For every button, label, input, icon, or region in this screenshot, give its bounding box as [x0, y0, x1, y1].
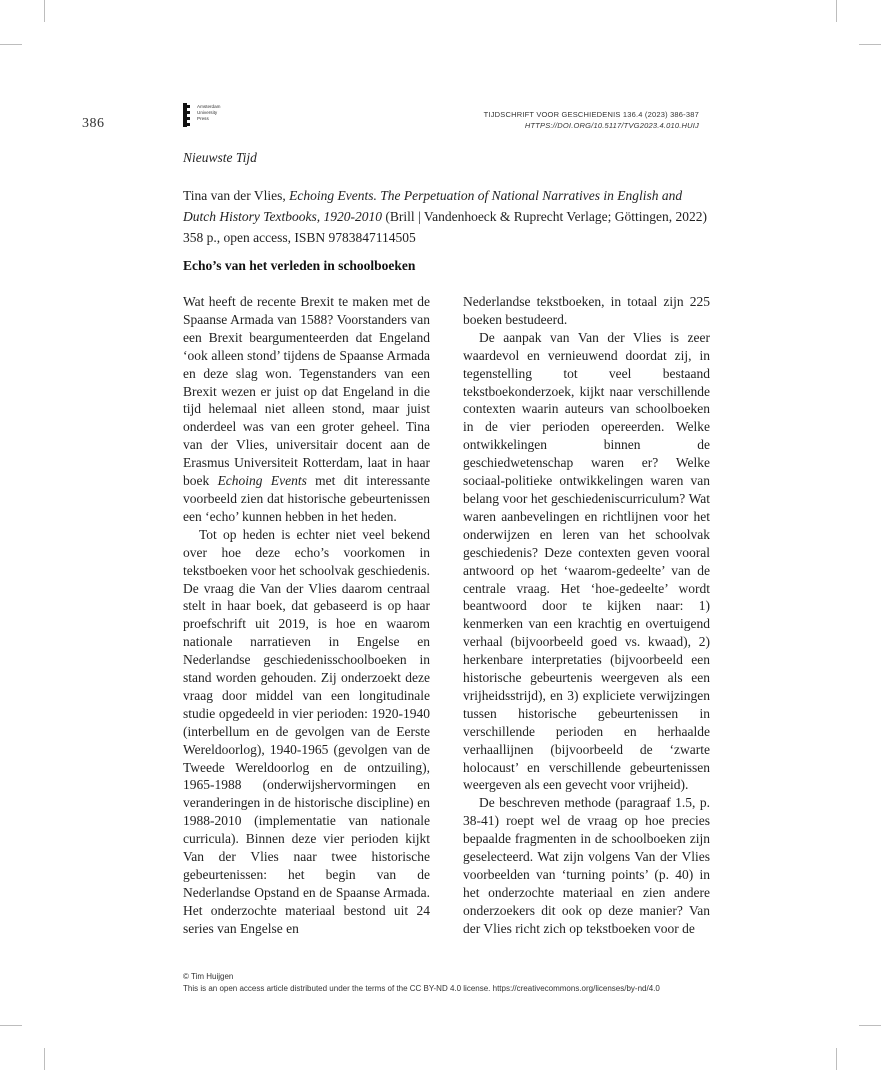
- crop-mark: [44, 1048, 45, 1070]
- book-title: Echoing Events. The Perpetuation of National Narratives in English and Dutch History Textbooks, 1920-2010: [183, 188, 683, 224]
- paragraph: Nederlandse tekstboeken, in totaal zijn 225 boeken bestudeerd.: [463, 294, 710, 327]
- logo-mark: [187, 111, 190, 114]
- paragraph-text: Wat heeft de recente Brexit te maken met de Spaanse Armada van 1588? Voorstanders van een Brexit beargumenteerden dat Engeland ‘ook alleen stond’ tijdens de Spaanse Armada en deze slag won. Tegenstanders van een Brexit wezen er juist op dat Engeland in die tijd helemaal niet alleen stond, maar juist onderdeel was van een groter geheel. Tina van der Vlies, universitair docent aan de Erasmus Universiteit Rotterdam, laat in haar boek: [183, 294, 430, 489]
- publisher-line: Amsterdam: [197, 104, 221, 109]
- crop-mark: [0, 1025, 22, 1026]
- footer: [183, 971, 660, 995]
- crop-mark: [0, 44, 22, 45]
- paragraph: [183, 293, 430, 526]
- section-heading: Nieuwste Tijd: [183, 150, 257, 165]
- crop-mark: [836, 1048, 837, 1070]
- crop-mark: [836, 0, 837, 22]
- text-column-right: [463, 293, 710, 938]
- book-citation: [183, 185, 710, 248]
- doi-link[interactable]: HTTPS://DOI.ORG/10.5117/TVG2023.4.010.HUIJ: [524, 121, 699, 130]
- crop-mark: [859, 44, 881, 45]
- paragraph: De beschreven methode (paragraaf 1.5, p. 38-41) roept wel de vraag op hoe precies bepaalde fragmenten in de schoolboeken zijn geselecteerd. Wat zijn volgens Van der Vlies voorbeelden van ‘turning points’ (p. 40) in het onderzochte materiaal en zien andere onderzoekers dit ook op deze manier? Van der Vlies richt zich op tekstboeken voor de: [463, 795, 710, 936]
- publisher-line: University: [197, 110, 218, 115]
- page-number: 386: [82, 116, 105, 131]
- crop-mark: [859, 1025, 881, 1026]
- review-title: Echo’s van het verleden in schoolboeken: [183, 258, 416, 273]
- logo-mark: [187, 123, 190, 126]
- license-notice[interactable]: This is an open access article distributed under the terms of the CC BY-ND 4.0 license. https://creativecommons.org/licenses/by-nd/4.0: [183, 984, 660, 993]
- journal-citation: TIJDSCHRIFT VOOR GESCHIEDENIS 136.4 (2023) 386-387: [483, 110, 699, 119]
- logo-mark: [187, 105, 190, 108]
- crop-mark: [44, 0, 45, 22]
- paragraph: De aanpak van Van der Vlies is zeer waardevol en vernieuwend doordat zij, in tegenstelling tot veel bestaand tekstboekonderzoek, kijkt naar verschillende contexten waarin auteurs van schoolboeken in de vier perioden opereerden. Welke ontwikkelingen binnen de geschiedwetenschap waren er? Welke sociaal-politieke ontwikkelingen waren van belang voor het geschiedeniscurriculum? Wat waren aanbevelingen en richtlijnen voor het onderwijzen en leren van het schoolvak geschiedenis? Deze contexten geven vooral antwoord op het ‘waarom-gedeelte’ van de centrale vraag. Het ‘hoe-gedeelte’ wordt beantwoord door te kijken naar: 1) kenmerken van een krachtig en overtuigend verhaal (bijvoorbeeld goed vs. kwaad), 2) herkenbare interpretaties (bijvoorbeeld een historische gebeurtenis weergeven als een vrijheidsstrijd), en 3) expliciete verwijzingen tussen historische gebeurtenissen in verschillende perioden en herhaalde verhaallijnen (bijvoorbeeld de ‘zwarte holocaust’ en verschillende gebeurtenissen weergeven als een gevecht voor vrijheid).: [463, 329, 710, 793]
- text-column-left: [183, 293, 430, 938]
- paragraph-text: met dit interessante voorbeeld zien dat historische gebeurtenissen een ‘echo’ kunnen hebben in het heden.: [183, 473, 431, 524]
- publisher-logo: [183, 103, 243, 127]
- publisher-line: Press: [197, 116, 209, 121]
- book-details: (Brill | Vandenhoeck & Ruprecht Verlage; Göttingen, 2022) 358 p., open access, ISBN 9783847114505: [183, 209, 708, 245]
- book-title-inline: Echoing Events: [217, 473, 307, 489]
- copyright-notice: © Tim Huijgen: [183, 972, 234, 981]
- publisher-name: [197, 104, 221, 122]
- journal-header: [484, 109, 699, 131]
- book-author: Tina van der Vlies,: [183, 188, 290, 203]
- logo-mark: [187, 117, 190, 120]
- paragraph: Tot op heden is echter niet veel bekend over hoe deze echo’s voorkomen in tekstboeken voor het schoolvak geschiedenis. De vraag die Van der Vlies daarom centraal stelt in haar boek, dat gebaseerd is op haar proefschrift uit 2019, is hoe en waarom nationale narratieven in Engelse en Nederlandse geschiedenisschoolboeken in stand worden gehouden. Zij onderzoekt deze vraag door middel van een longitudinale studie opgedeeld in vier perioden: 1920-1940 (interbellum en de gevolgen van de Eerste Wereldoorlog), 1940-1965 (gevolgen van de Tweede Wereldoorlog en de ontzuiling), 1965-1988 (onderwijshervormingen en veranderingen in de historische discipline) en 1988-2010 (implementatie van nationale curricula). Binnen deze vier perioden kijkt Van der Vlies naar twee historische gebeurtenissen: het begin van de Nederlandse Opstand en de Spaanse Armada. Het onderzochte materiaal bestond uit 24 series van Engelse en: [183, 526, 430, 936]
